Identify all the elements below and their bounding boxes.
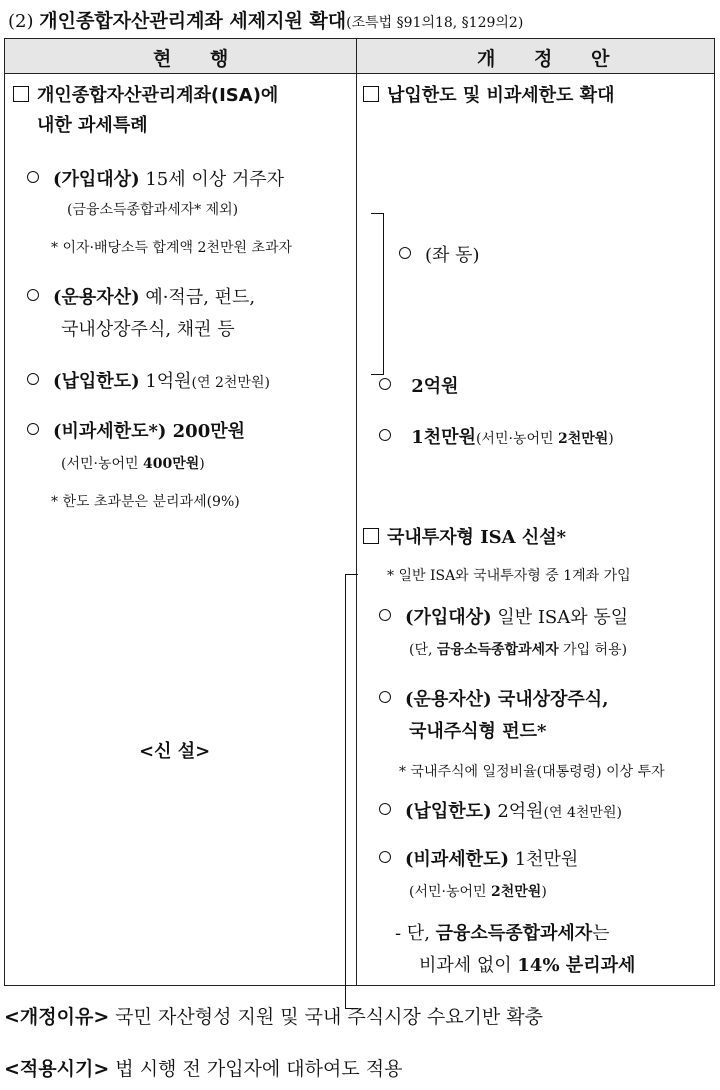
table-header	[5, 39, 714, 74]
revised-heading: 납입한도 및 비과세한도 확대	[363, 85, 614, 107]
revised-limit-new: (납입한도) 2억원(연 4천만원)	[379, 801, 622, 824]
revised-exception: - 단, 금융소득종합과세자는	[395, 923, 610, 944]
current-assets: (운용자산) 예·적금, 펀드,	[27, 287, 255, 309]
reason-line	[4, 1002, 543, 1029]
revised-assets: (운용자산) 국내상장주식,	[379, 689, 608, 711]
bullet-circle-icon	[27, 373, 39, 385]
section-heading: 개인종합자산관리계좌 세제지원 확대	[39, 10, 347, 32]
checkbox-square-icon	[13, 86, 29, 102]
bullet-circle-icon	[379, 609, 391, 621]
bullet-circle-icon	[27, 289, 39, 301]
current-exempt: (비과세한도*) 200만원	[27, 421, 245, 443]
revised-heading-new-note: * 일반 ISA와 국내투자형 중 1계좌 가입	[387, 568, 631, 584]
revised-limit: 2억원	[379, 376, 459, 398]
current-exempt-sub: (서민·농어민 400만원)	[61, 456, 205, 472]
revised-exception-line2: 비과세 없이 14% 분리과세	[419, 955, 636, 976]
checkbox-square-icon	[363, 528, 379, 544]
current-eligibility: (가입대상) 15세 이상 거주자	[27, 169, 284, 191]
revised-exempt-new-sub: (서민·농어민 2천만원)	[409, 884, 547, 900]
bullet-circle-icon	[399, 247, 411, 259]
reason-label: <개정이유>	[4, 1006, 110, 1028]
bullet-circle-icon	[27, 171, 39, 183]
section-title	[8, 6, 718, 32]
current-exempt-note: * 한도 초과분은 분리과세(9%)	[51, 494, 240, 510]
header-current: 현 행	[153, 48, 245, 70]
revised-eligibility: (가입대상) 일반 ISA와 동일	[379, 607, 628, 629]
bullet-circle-icon	[379, 378, 391, 390]
revised-assets-note: * 국내주식에 일정비율(대통령령) 이상 투자	[399, 764, 665, 780]
bullet-circle-icon	[27, 423, 39, 435]
timing-line	[4, 1054, 402, 1081]
reason-text: 국민 자산형성 지원 및 국내 주식시장 수요기반 확충	[109, 1006, 544, 1028]
current-eligibility-sub: (금융소득종합과세자* 제외)	[67, 202, 239, 218]
bullet-circle-icon	[379, 851, 391, 863]
revised-exempt-new: (비과세한도) 1천만원	[379, 849, 578, 871]
checkbox-square-icon	[363, 86, 379, 102]
revised-exempt: 1천만원(서민·농어민 2천만원)	[379, 427, 614, 450]
current-assets-line2: 국내상장주식, 채권 등	[61, 319, 235, 340]
new-bracket	[345, 574, 358, 1009]
revised-heading-new: 국내투자형 ISA 신설*	[363, 527, 566, 549]
timing-text: 법 시행 전 가입자에 대하여도 적용	[109, 1058, 403, 1080]
same-bracket	[371, 213, 384, 375]
law-reference: (조특법 §91의18, §129의2)	[346, 15, 524, 31]
revised-eligibility-sub: (단, 금융소득종합과세자 가입 허용)	[409, 642, 628, 658]
header-revised: 개 정 안	[477, 48, 626, 70]
comparison-table	[4, 38, 715, 986]
current-heading: 개인종합자산관리계좌(ISA)에	[13, 85, 278, 107]
timing-label: <적용시기>	[4, 1058, 110, 1080]
current-limit: (납입한도) 1억원(연 2천만원)	[27, 371, 270, 394]
new-provision-marker: <신 설>	[139, 741, 211, 762]
bullet-circle-icon	[379, 803, 391, 815]
bullet-circle-icon	[379, 691, 391, 703]
current-heading-line2: 내한 과세특례	[37, 115, 148, 136]
revised-same: (좌 동)	[399, 245, 480, 267]
bullet-circle-icon	[379, 429, 391, 441]
section-number: (2)	[8, 11, 34, 32]
revised-assets-line2: 국내주식형 펀드*	[409, 721, 547, 742]
current-eligibility-note: * 이자·배당소득 합계액 2천만원 초과자	[51, 240, 293, 256]
